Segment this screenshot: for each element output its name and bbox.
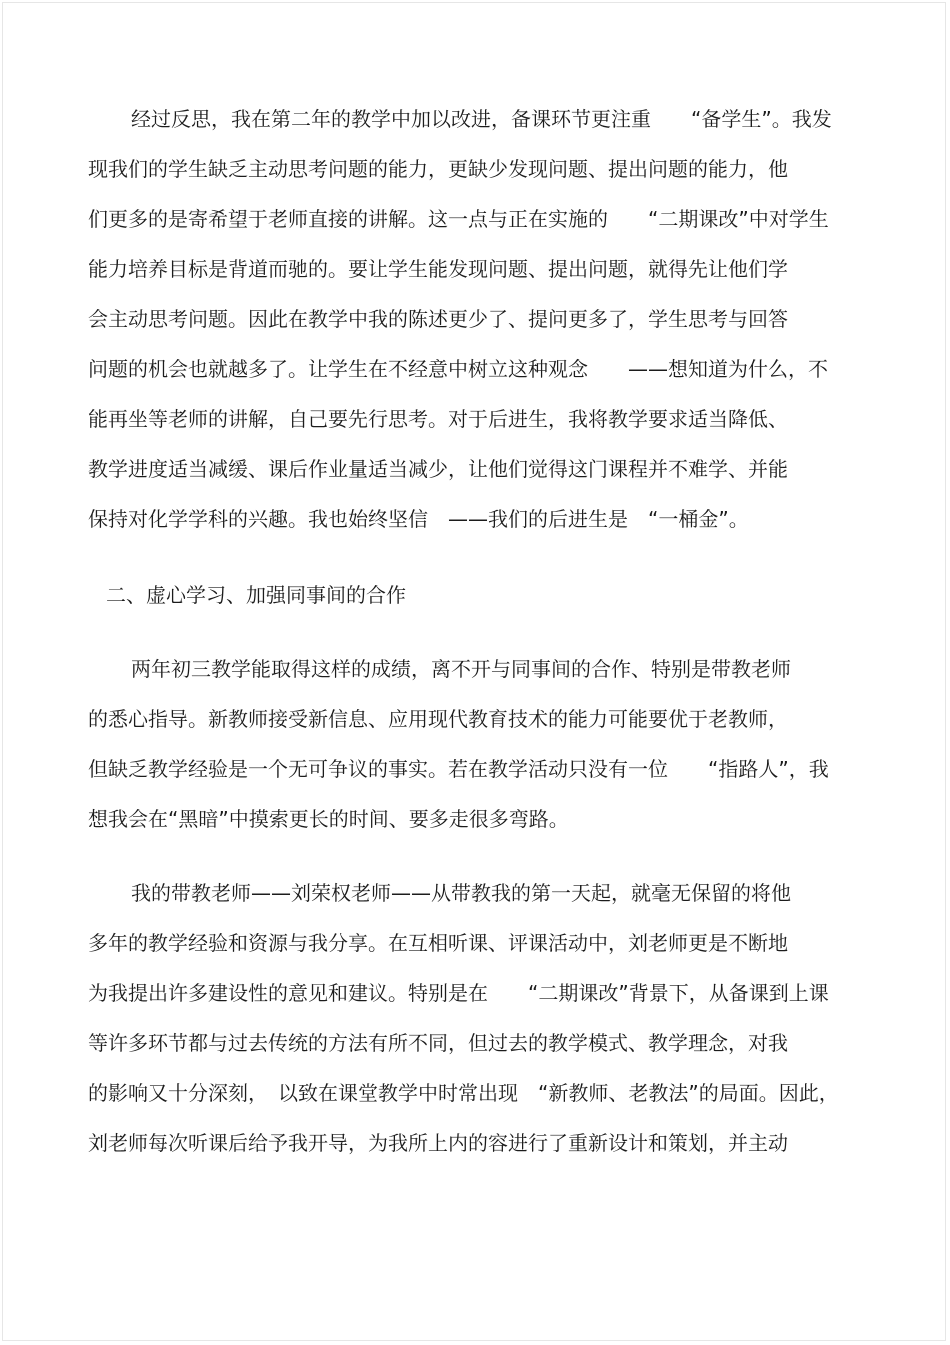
paragraph2-line-2: 的悉心指导。新教师接受新信息、应用现代教育技术的能力可能要优于老教师， <box>88 707 788 731</box>
paragraph3-line-3: 为我提出许多建设性的意见和建议。特别是在 “二期课改”背景下，从备课到上课 <box>88 981 829 1005</box>
paragraph2-line-4: 想我会在“黑暗”中摸索更长的时间、要多走很多弯路。 <box>88 807 569 831</box>
paragraph1-line-4: 能力培养目标是背道而驰的。要让学生能发现问题、提出问题，就得先让他们学 <box>88 257 788 281</box>
paragraph3-line-5: 的影响又十分深刻， 以致在课堂教学中时常出现 “新教师、老教法”的局面。因此， <box>88 1081 839 1105</box>
paragraph2-line-3: 但缺乏教学经验是一个无可争议的事实。若在教学活动只没有一位 “指路人”，我 <box>88 757 829 781</box>
document-page <box>2 2 946 1341</box>
paragraph1-line-6: 问题的机会也就越多了。让学生在不经意中树立这种观念 ——想知道为什么，不 <box>88 357 828 381</box>
section-heading: 二、虚心学习、加强同事间的合作 <box>106 583 406 607</box>
paragraph2-line-1: 两年初三教学能取得这样的成绩，离不开与同事间的合作、特别是带教老师 <box>131 657 791 681</box>
paragraph1-line-2: 现我们的学生缺乏主动思考问题的能力，更缺少发现问题、提出问题的能力，他 <box>88 157 788 181</box>
paragraph1-line-7: 能再坐等老师的讲解，自己要先行思考。对于后进生，我将教学要求适当降低、 <box>88 407 788 431</box>
paragraph1-line-3: 们更多的是寄希望于老师直接的讲解。这一点与正在实施的 “二期课改”中对学生 <box>88 207 829 231</box>
paragraph1-line-5: 会主动思考问题。因此在教学中我的陈述更少了、提问更多了，学生思考与回答 <box>88 307 788 331</box>
paragraph1-line-1: 经过反思，我在第二年的教学中加以改进，备课环节更注重 “备学生”。我发 <box>131 107 832 131</box>
paragraph3-line-1: 我的带教老师——刘荣权老师——从带教我的第一天起，就毫无保留的将他 <box>131 881 791 905</box>
paragraph1-line-9: 保持对化学学科的兴趣。我也始终坚信 ——我们的后进生是 “一桶金”。 <box>88 507 749 531</box>
paragraph3-line-2: 多年的教学经验和资源与我分享。在互相听课、评课活动中，刘老师更是不断地 <box>88 931 788 955</box>
paragraph3-line-4: 等许多环节都与过去传统的方法有所不同，但过去的教学模式、教学理念，对我 <box>88 1031 788 1055</box>
paragraph1-line-8: 教学进度适当减缓、课后作业量适当减少，让他们觉得这门课程并不难学、并能 <box>88 457 788 481</box>
paragraph3-line-6: 刘老师每次听课后给予我开导，为我所上内的容进行了重新设计和策划，并主动 <box>88 1131 788 1155</box>
